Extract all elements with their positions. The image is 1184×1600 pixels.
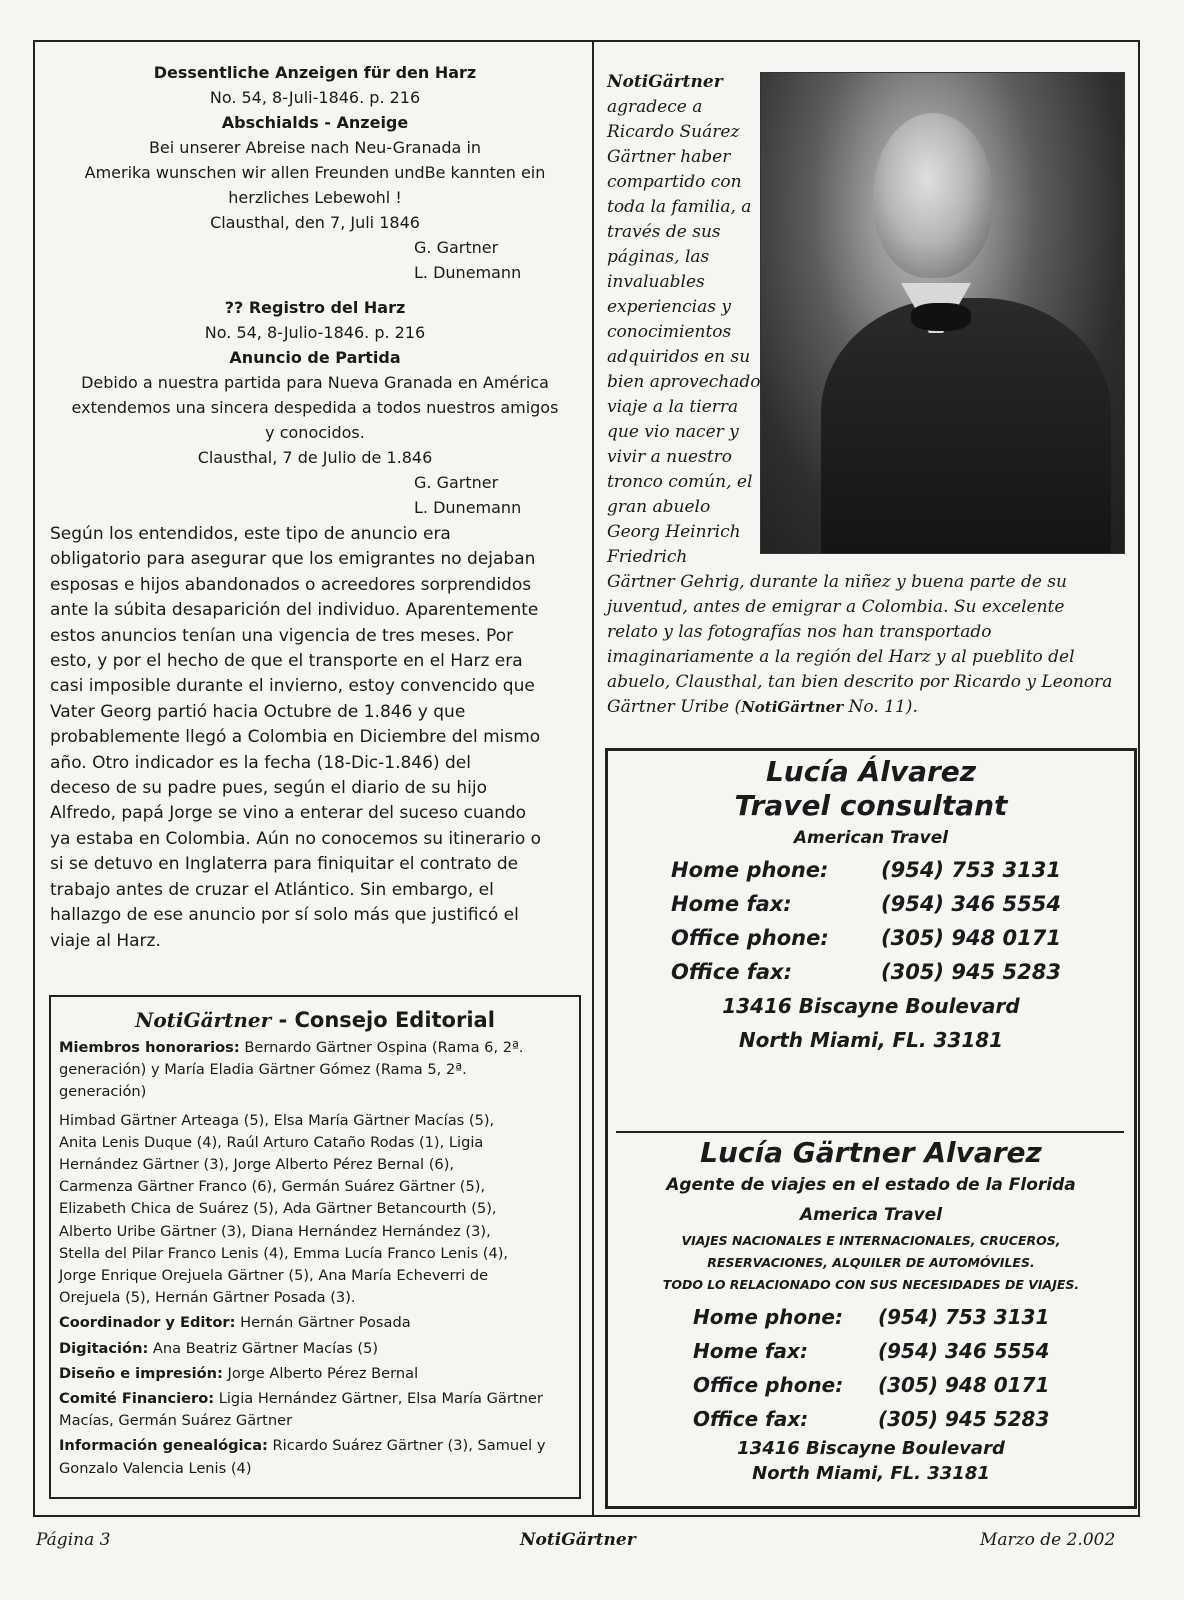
paragraph-line: hallazgo de ese anuncio por sí solo más que justificó el [50,905,519,926]
ack-line: abuelo, Clausthal, tan bien descrito por Ricardo y Leonora [607,672,1113,692]
editorial-title [51,1005,579,1035]
honorary-members [59,1037,571,1104]
notice-source: Dessentliche Anzeigen für den Harz [153,63,477,82]
ad-address: 13416 Biscayne Boulevard [722,994,1020,1018]
contact-label: Office fax: [693,1407,809,1431]
field-value: Bernardo Gärtner Ospina (Rama 6, 2ª. [239,1039,524,1056]
typing [59,1338,571,1360]
ack-line: páginas, las [607,247,710,267]
contact-label: Home phone: [671,858,829,882]
travel-ad-american [608,751,1134,1121]
page-number: Página 3 [36,1530,111,1550]
contact-value: (305) 945 5283 [878,1407,1050,1431]
field-label: Comité Financiero: [59,1390,215,1408]
notice-spanish [50,295,580,520]
ack-line: que vio nacer y [607,422,739,442]
ad-contact-grid [693,1300,1134,1436]
field-label: Coordinador y Editor: [59,1314,236,1332]
paragraph-line: deceso de su padre pues, según el diario de su hijo [50,778,487,799]
ad-name: Lucía Álvarez [765,755,977,788]
notice-text-line: y conocidos. [265,423,365,442]
travel-ad-america [608,1136,1134,1486]
finance-committee [59,1388,571,1432]
paragraph-line: viaje al Harz. [50,930,161,951]
paragraph-line: obligatorio para asegurar que los emigrantes no dejaban [50,549,536,570]
ack-line: experiencias y [607,297,731,317]
contact-value: (954) 346 5554 [878,1339,1050,1363]
field-label: Miembros honorarios: [59,1039,240,1056]
member-line: Anita Lenis Duque (4), Raúl Arturo Cataño Rodas (1), Ligia [59,1133,484,1151]
contact-label: Home fax: [671,892,792,916]
field-value: Macías, Germán Suárez Gärtner [59,1412,293,1430]
notigartner-logo: NotiGärtner [135,1008,272,1032]
ack-line: través de sus [607,222,721,242]
contact-value: (954) 753 3131 [881,858,1061,882]
notice-title: Abschialds - Anzeige [221,113,409,132]
ack-line: toda la familia, a [607,197,752,217]
notice-title: Anuncio de Partida [229,348,401,367]
column-divider [592,40,594,1515]
paragraph-line: Según los entendidos, este tipo de anuncio era [50,524,451,544]
ack-line: bien aprovechado [607,372,761,392]
contact-label: Office phone: [693,1373,844,1397]
issue-date: Marzo de 2.002 [980,1530,1116,1550]
ack-line: viaje a la tierra [607,397,739,417]
member-line: Jorge Enrique Orejuela Gärtner (5), Ana María Echeverri de [59,1267,489,1285]
field-value: Ligia Hernández Gärtner, Elsa María Gärtner [214,1390,543,1408]
notice-signature: L. Dunemann [414,498,522,517]
notice-source: ?? Registro del Harz [224,298,406,317]
notice-text-line: Bei unserer Abreise nach Neu-Granada in [148,138,482,157]
body-paragraph [50,522,580,954]
ad-address: 13416 Biscayne Boulevard [737,1438,1005,1459]
notice-text-line: Debido a nuestra partida para Nueva Granada en América [81,373,549,392]
ack-line: agradece a [607,97,703,117]
ad-separator [616,1131,1124,1133]
ack-line: Gärtner Gehrig, durante la niñez y buena parte de su [607,572,1067,592]
ack-line: relato y las fotografías nos han transportado [607,622,992,642]
member-line: Orejuela (5), Hernán Gärtner Posada (3). [59,1289,356,1307]
notigartner-logo: NotiGärtner [741,698,844,716]
ack-line: invaluables [607,272,705,292]
field-label: Digitación: [59,1339,149,1357]
member-line: Carmenza Gärtner Franco (6), Germán Suárez Gärtner (5), [59,1178,486,1196]
ad-name: Lucía Gärtner Alvarez [700,1136,1042,1169]
acknowledgement-text [607,70,1127,720]
paragraph-line: trabajo antes de cruzar el Atlántico. Sin embargo, el [50,879,494,900]
paragraph-line: Alfredo, papá Jorge se vino a enterar del suceso cuando [50,803,527,824]
contact-label: Home fax: [693,1339,808,1363]
ack-line: tronco común, el [607,472,753,492]
contact-value: (305) 945 5283 [881,960,1061,984]
members-list [59,1110,571,1310]
ad-services-line: TODO LO RELACIONADO CON SUS NECESIDADES DE VIAJES. [662,1277,1080,1292]
paragraph-line: año. Otro indicador es la fecha (18-Dic-1.846) del [50,752,471,773]
notice-german [50,60,580,285]
travel-ads-box [605,748,1137,1509]
paragraph-line: casi imposible durante el invierno, estoy convencido que [50,676,535,697]
paragraph-line: si se detuvo en Inglaterra para finiquitar el contrato de [50,854,519,875]
member-line: Hernández Gärtner (3), Jorge Alberto Pérez Bernal (6), [59,1156,455,1174]
contact-label: Home phone: [693,1305,843,1329]
ad-address: North Miami, FL. 33181 [752,1463,990,1484]
field-label: Información genealógica: [59,1437,268,1455]
paragraph-line: probablemente llegó a Colombia en Diciembre del mismo [50,727,541,748]
ack-line: Gärtner haber [607,147,731,167]
notice-signature: L. Dunemann [414,263,522,282]
editorial-board-box [49,995,581,1499]
field-value: generación) y María Eladia Gärtner Gómez (Rama 5, 2ª. [59,1061,467,1079]
ack-text: No. 11). [843,697,918,717]
paragraph-line: esto, y por el hecho de que el transporte en el Harz era [50,651,523,672]
notice-signature: G. Gartner [414,238,499,257]
notigartner-logo: NotiGärtner [607,72,723,92]
member-line: Alberto Uribe Gärtner (3), Diana Hernández Hernández (3), [59,1222,491,1240]
ack-line: conocimientos [607,322,732,342]
notice-place-date: Clausthal, den 7, Juli 1846 [210,213,420,232]
ack-line: compartido con [607,172,742,192]
paragraph-line: ya estaba en Colombia. Aún no conocemos su itinerario o [50,828,542,849]
ack-line: Ricardo Suárez [607,122,740,142]
field-label: Diseño e impresión: [59,1364,223,1382]
notice-text-line: Amerika wunschen wir allen Freunden undBe kannten ein [84,163,546,182]
ad-role: Agente de viajes en el estado de la Florida [666,1175,1076,1195]
paragraph-line: ante la súbita desaparición del individuo. Aparentemente [50,600,539,621]
ad-services-line: RESERVACIONES, ALQUILER DE AUTOMÓVILES. [707,1255,1035,1270]
coordinator [59,1312,571,1334]
ad-services-line: VIAJES NACIONALES E INTERNACIONALES, CRUCEROS, [681,1233,1061,1248]
field-value: Jorge Alberto Pérez Bernal [222,1364,419,1382]
contact-label: Office phone: [671,926,829,950]
ack-line: Friedrich [607,547,688,567]
field-value: Ana Beatriz Gärtner Macías (5) [148,1339,379,1357]
field-value: Ricardo Suárez Gärtner (3), Samuel y [267,1437,546,1455]
member-line: Elizabeth Chica de Suárez (5), Ada Gärtner Betancourth (5), [59,1200,497,1218]
editorial-title-text: - Consejo Editorial [271,1008,495,1032]
ack-line: juventud, antes de emigrar a Colombia. Su excelente [607,597,1065,617]
member-line: Himbad Gärtner Arteaga (5), Elsa María Gärtner Macías (5), [59,1111,495,1129]
field-value: Hernán Gärtner Posada [235,1314,411,1332]
contact-value: (954) 753 3131 [878,1305,1050,1329]
design-print [59,1363,571,1385]
ad-company: America Travel [799,1205,943,1225]
ad-company: American Travel [793,828,949,848]
notice-text-line: extendemos una sincera despedida a todos nuestros amigos [71,398,559,417]
member-line: Stella del Pilar Franco Lenis (4), Emma Lucía Franco Lenis (4), [59,1244,509,1262]
ad-contact-grid [671,853,1134,989]
ack-line-last [607,695,1127,720]
field-value: generación) [59,1083,147,1101]
genealogy-info [59,1435,571,1479]
paragraph-line: estos anuncios tenían una vigencia de tres meses. Por [50,625,514,646]
ack-line: gran abuelo [607,497,711,517]
ad-address: North Miami, FL. 33181 [738,1028,1004,1052]
field-value: Gonzalo Valencia Lenis (4) [59,1459,252,1477]
ack-text: Gärtner Uribe ( [607,697,742,717]
ack-line: imaginariamente a la región del Harz y al pueblito del [607,647,1075,667]
contact-value: (954) 346 5554 [881,892,1061,916]
notice-place-date: Clausthal, 7 de Julio de 1.846 [197,448,433,467]
contact-value: (305) 948 0171 [881,926,1061,950]
notice-text-line: herzliches Lebewohl ! [228,188,402,207]
ack-line: Georg Heinrich [607,522,741,542]
notice-ref: No. 54, 8-Julio-1846. p. 216 [204,323,426,342]
ack-line: adquiridos en su [607,347,751,367]
ack-line: vivir a nuestro [607,447,733,467]
notice-signature: G. Gartner [414,473,499,492]
contact-label: Office fax: [671,960,792,984]
paragraph-line: esposas e hijos abandonados o acreedores sorprendidos [50,574,532,595]
left-column [50,60,580,954]
footer-logo: NotiGärtner [520,1530,636,1550]
paragraph-line: Vater Georg partió hacia Octubre de 1.846 y que [50,701,466,722]
contact-value: (305) 948 0171 [878,1373,1050,1397]
ad-role: Travel consultant [734,789,1008,822]
notice-ref: No. 54, 8-Juli-1846. p. 216 [209,88,421,107]
editorial-body [51,1035,579,1480]
